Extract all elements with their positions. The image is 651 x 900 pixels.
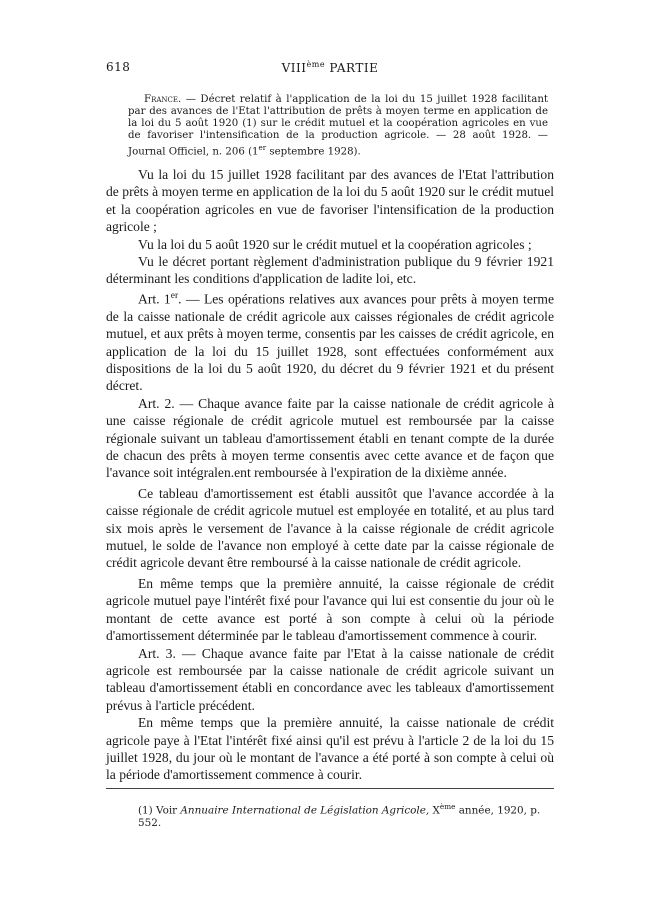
paragraph-vu-decret: Vu le décret portant règlement d'administration publique du 9 février 1921 déterminant les conditions d'application de ladite loi, etc. <box>106 254 554 287</box>
paragraph-vu-loi-1920: Vu la loi du 5 août 1920 sur le crédit mutuel et la coopération agricoles ; <box>138 236 532 252</box>
decree-summary: France. — Décret relatif à l'application de la loi du 15 juillet 1928 facilitant par des avances de l'Etat l'attribution de prêts à moyen terme en application de la loi du 5 août 1920 (1) sur le crédit mutuel et la coopération agricoles en vue de favoriser l'intensification de la production agricole. — 28 août 1928. — Journal Officiel, n. 206 (1er septembre 1928). <box>128 94 548 158</box>
paragraph-interet-etat: En même temps que la première annuité, la caisse nationale de crédit agricole paye à l'Etat l'intérêt fixé ainsi qu'il est prévu à l'article 2 de la loi du 15 juillet 1928, du jour où le montant de l'avance a été porté à son compte à celui où la période d'amortissement commence à courir. <box>106 715 554 783</box>
page-number: 618 <box>106 60 131 74</box>
country-label: France. <box>144 94 182 105</box>
page-header <box>106 60 554 82</box>
footnote: (1) Voir Annuaire International de Législation Agricole, Xème année, 1920, p. 552. <box>138 802 541 830</box>
paragraph-article-3: Art. 3. — Chaque avance faite par l'Etat à la caisse nationale de crédit agricole est remboursée par la caisse nationale de crédit agricole suivant un tableau d'amortissement établi en concordance avec les tableaux d'amortissement prévus à l'article précédent. <box>106 645 554 713</box>
paragraph-article-1: Art. 1er. — Les opérations relatives aux avances pour prêts à moyen terme de la caisse nationale de crédit agricole aux caisses régionales de crédit agricole mutuel, et aux prêts à moyen terme, consentis par les caisses de crédit agricole, en application de la loi du 15 juillet 1928, sont effectuées conformément aux dispositions de la loi du 5 août 1920, du décret du 9 février 1921 et du présent décret. <box>106 290 554 394</box>
footnote-divider <box>106 788 554 789</box>
paragraph-premiere-annuite: En même temps que la première annuité, la caisse régionale de crédit agricole mutuel paye l'intérêt fixé pour l'avance qui lui est consentie du jour où le montant de cette avance est porté à son compte à celui où la période d'amortissement déterminée par le tableau d'amortissement commence à courir. <box>106 575 554 644</box>
footnote-title: Annuaire International de Législation Agricole, <box>180 804 430 817</box>
paragraph-vu-loi-1928: Vu la loi du 15 juillet 1928 facilitant par des avances de l'Etat l'attribution de prêts à moyen terme en application de la loi du 5 août 1920 sur le crédit mutuel et la coopération agricoles en vue de favoriser l'intensification de la production agricole ; <box>106 167 554 235</box>
paragraph-article-2: Art. 2. — Chaque avance faite par la caisse nationale de crédit agricole à une caisse régionale de crédit agricole mutuel est remboursée par la caisse régionale suivant un tableau d'amortissement établi en tenant compte de la durée de chacun des prêts à moyen terme consentis avec cette avance et de façon que l'avance soit intégralen.ent remboursée à l'expiration de la dixième année. <box>106 395 554 481</box>
paragraph-tableau: Ce tableau d'amortissement est établi aussitôt que l'avance accordée à la caisse régionale de crédit agricole mutuel est employée en totalité, et au plus tard six mois après le versement de l'avance à la caisse régionale de crédit agricole mutuel, le solde de l'avance non employé à cette date par la caisse régionale de crédit agricole devant être remboursé à la caisse nationale de crédit agricole. <box>106 485 554 571</box>
part-title: VIIIème PARTIE <box>281 60 379 75</box>
decree-body <box>106 166 554 784</box>
